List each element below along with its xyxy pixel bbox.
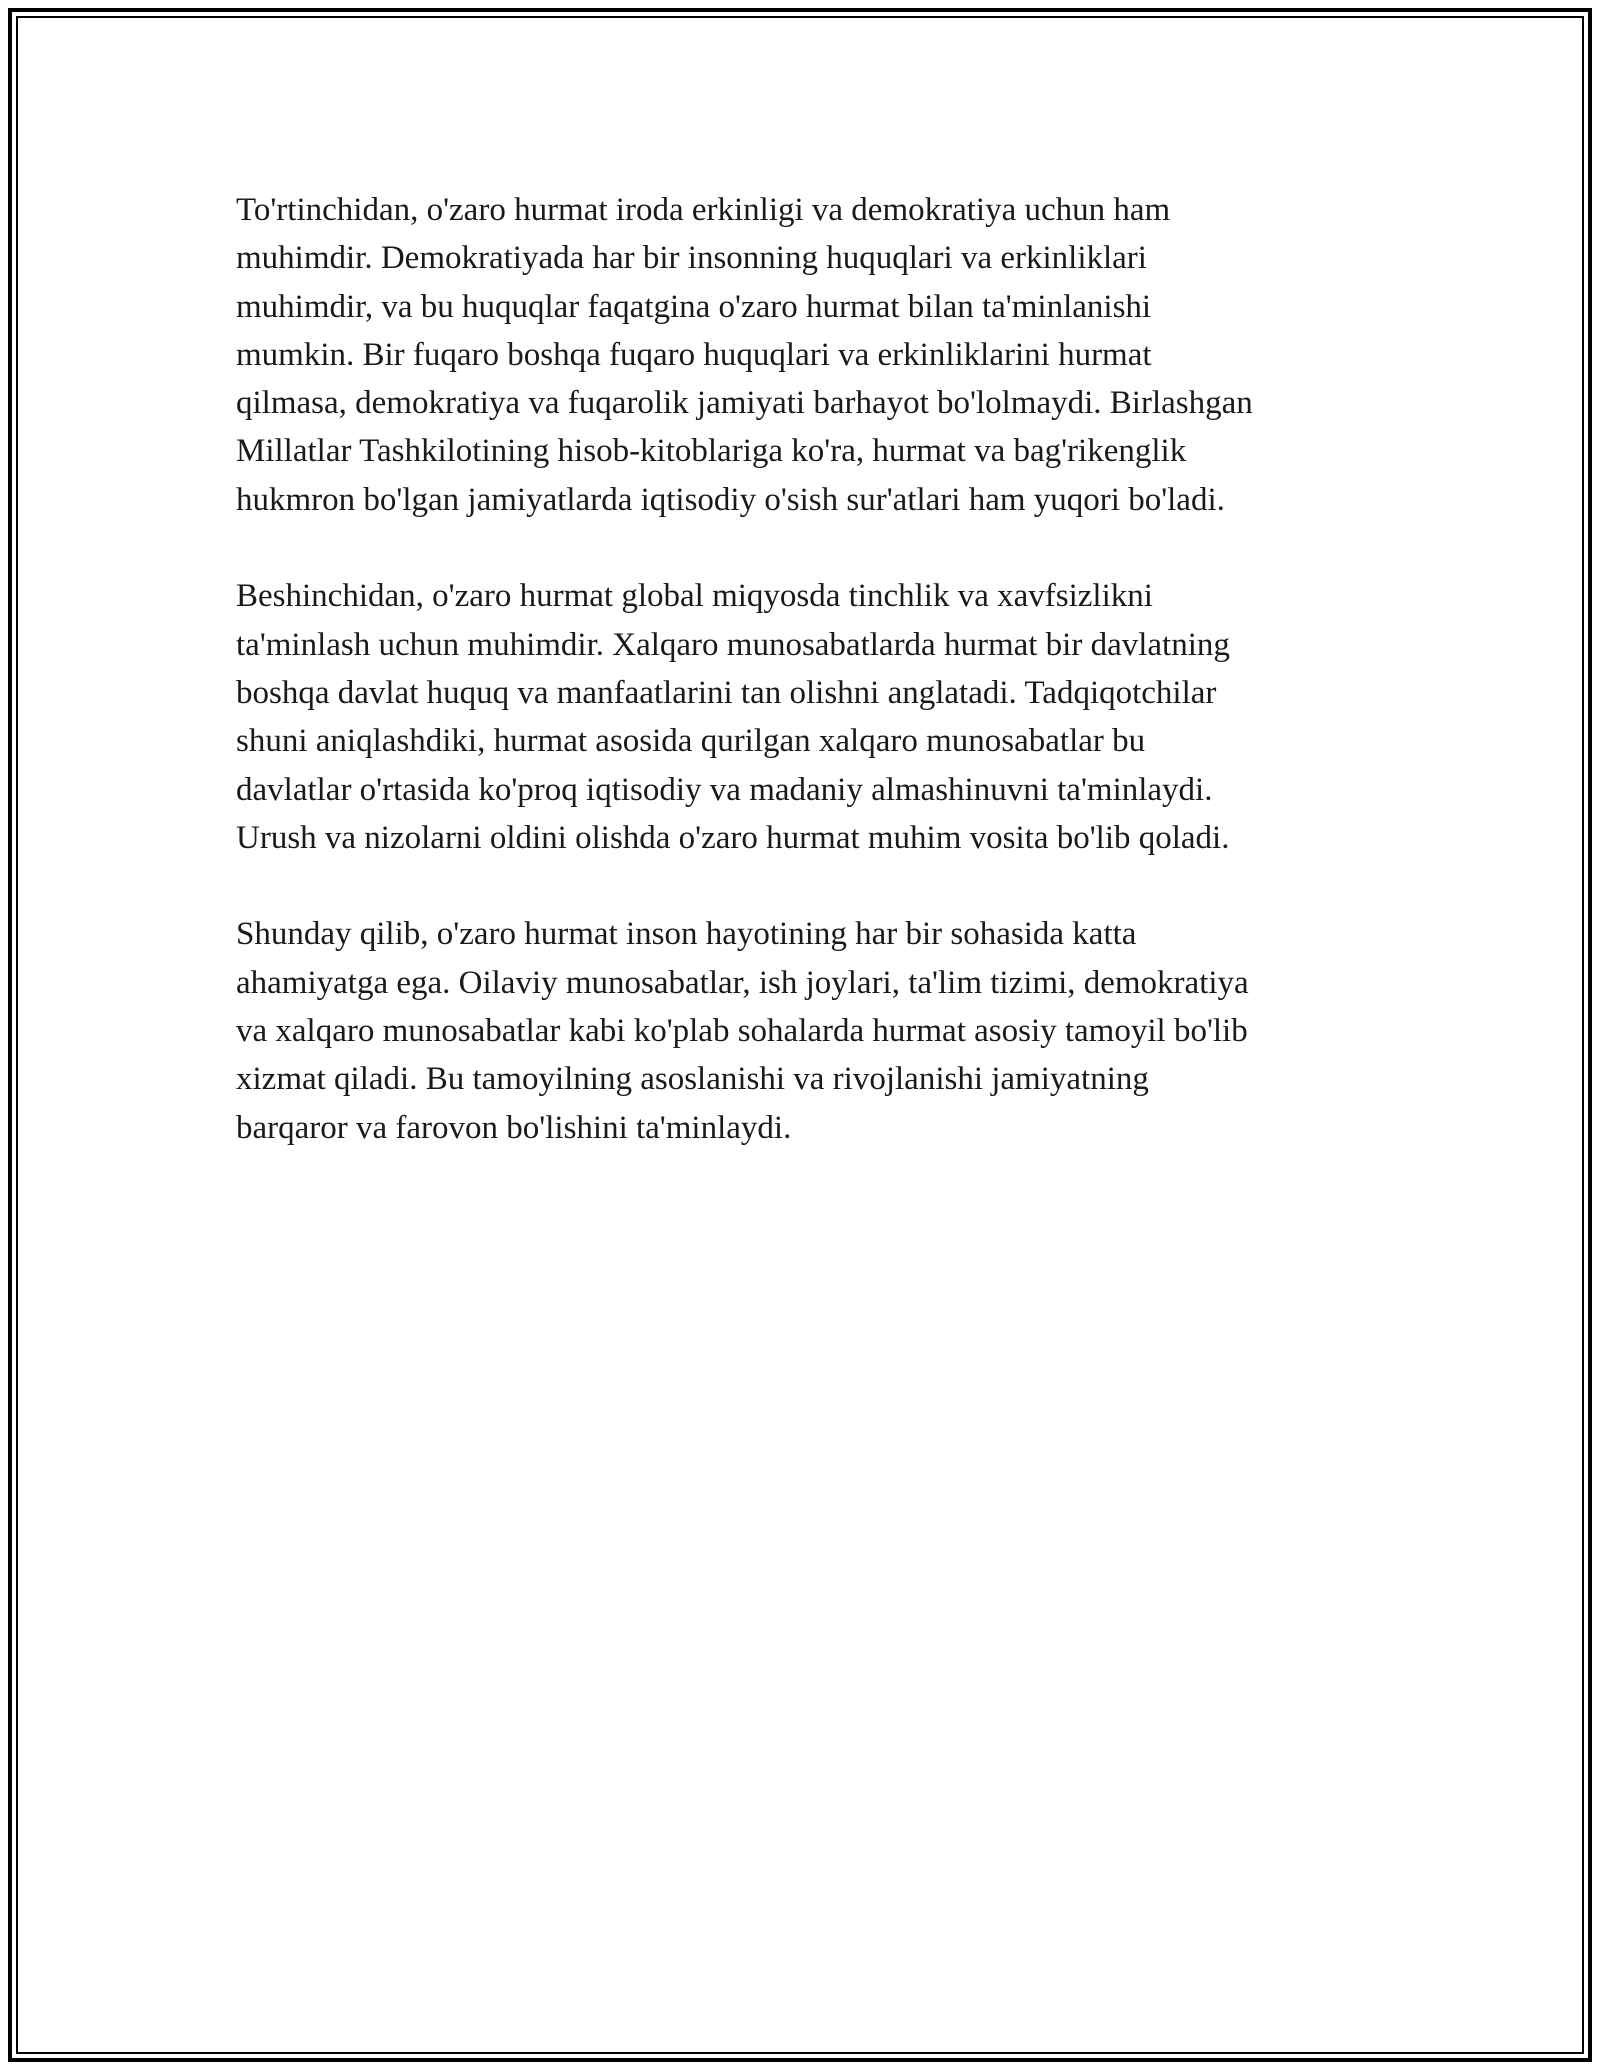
document-body xyxy=(236,186,1386,1200)
paragraph-3: Shunday qilib, o'zaro hurmat inson hayotining har bir sohasida katta ahamiyatga ega. Oilaviy munosabatlar, ish joylari, ta'lim tizimi, demokratiya va xalqaro munosabatlar kabi ko'plab sohalarda hurmat asosiy tamoyil bo'lib xizmat qiladi. Bu tamoyilning asoslanishi va rivojlanishi jamiyatning barqaror va farovon bo'lishini ta'minlaydi. xyxy=(236,916,1249,1146)
paragraph-2: Beshinchidan, o'zaro hurmat global miqyosda tinchlik va xavfsizlikni ta'minlash uchun muhimdir. Xalqaro munosabatlarda hurmat bir davlatning boshqa davlat huquq va manfaatlarini tan olishni anglatadi. Tadqiqotchilar shuni aniqlashdiki, hurmat asosida qurilgan xalqaro munosabatlar bu davlatlar o'rtasida ko'proq iqtisodiy va madaniy almashinuvni ta'minlaydi. Urush va nizolarni oldini olishda o'zaro hurmat muhim vosita bo'lib qoladi. xyxy=(236,578,1230,856)
paragraph-1: To'rtinchidan, o'zaro hurmat iroda erkinligi va demokratiya uchun ham muhimdir. Demokratiyada har bir insonning huquqlari va erkinliklari muhimdir, va bu huquqlar faqatgina o'zaro hurmat bilan ta'minlanishi mumkin. Bir fuqaro boshqa fuqaro huquqlari va erkinliklarini hurmat qilmasa, demokratiya va fuqarolik jamiyati barhayot bo'lolmaydi. Birlashgan Millatlar Tashkilotining hisob-kitoblariga ko'ra, hurmat va bag'rikenglik hukmron bo'lgan jamiyatlarda iqtisodiy o'sish sur'atlari ham yuqori bo'ladi. xyxy=(236,192,1253,518)
